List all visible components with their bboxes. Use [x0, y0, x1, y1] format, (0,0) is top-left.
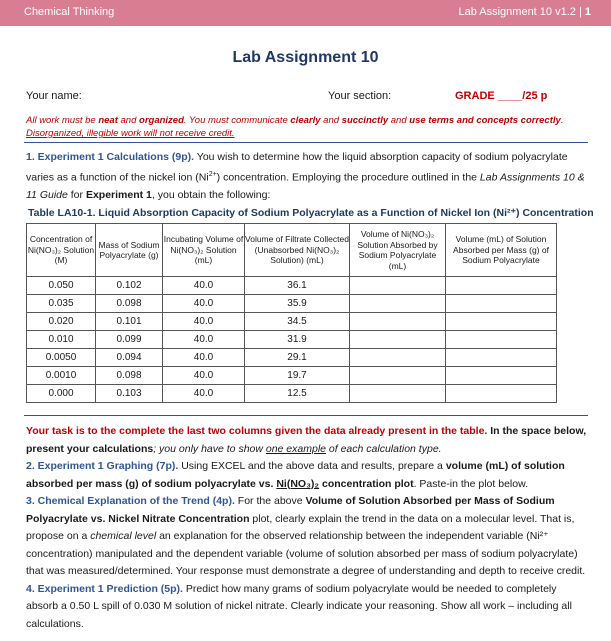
table-cell: 0.050	[27, 277, 96, 295]
answer-cell[interactable]	[350, 367, 446, 385]
table-cell: 0.102	[96, 277, 163, 295]
table-cell: 0.0050	[27, 349, 96, 367]
task-instructions: Your task is to the complete the last two columns given the data already present in the table. In the space below, present your calculations; you only have to show one example of each calculation type.	[26, 425, 587, 455]
answer-cell[interactable]	[446, 367, 557, 385]
table-cell: 0.000	[27, 385, 96, 403]
exp2-paragraph: 2. Experiment 1 Graphing (7p). Using EXCEL and the above data and results, prepare a volume (mL) of solution absorbed per mass (g) of sodium polyacrylate vs. Ni(NO₃)₂ concentration plot. Paste-in the plot below.	[26, 460, 565, 490]
table-cell: 0.099	[96, 331, 163, 349]
table-cell: 40.0	[163, 313, 245, 331]
assignment-version: Lab Assignment 10 v1.2	[458, 6, 576, 18]
page-header	[0, 0, 611, 26]
section-label: Your section:	[328, 90, 392, 102]
column-header: Concentration of Ni(NO₃)₂ Solution (M)	[27, 224, 96, 277]
table-caption: Table LA10-1. Liquid Absorption Capacity of Sodium Polyacrylate as a Function of Nickel Ion (Ni²⁺) Concentration	[28, 207, 594, 219]
table-cell: 36.1	[245, 277, 350, 295]
answer-cell[interactable]	[350, 277, 446, 295]
table-row	[27, 349, 557, 367]
table-cell: 0.103	[96, 385, 163, 403]
exp4-heading: 4. Experiment 1 Prediction (5p).	[26, 582, 183, 595]
answer-cell[interactable]	[350, 313, 446, 331]
table-row	[27, 295, 557, 313]
answer-cell[interactable]	[446, 385, 557, 403]
table-cell: 34.5	[245, 313, 350, 331]
header-separator: |	[578, 6, 582, 18]
column-header: Mass of Sodium Polyacrylate (g)	[96, 224, 163, 277]
table-row	[27, 277, 557, 295]
answer-cell[interactable]	[446, 313, 557, 331]
table-cell: 12.5	[245, 385, 350, 403]
data-table	[26, 223, 557, 403]
table-row	[27, 367, 557, 385]
table-cell: 0.101	[96, 313, 163, 331]
table-cell: 19.7	[245, 367, 350, 385]
column-header: Incubating Volume of Ni(NO₃)₂ Solution (mL)	[163, 224, 245, 277]
grade-blank: ____	[497, 90, 523, 102]
divider	[24, 142, 588, 143]
exp2-heading: 2. Experiment 1 Graphing (7p).	[26, 460, 179, 472]
questions	[26, 423, 588, 633]
header-right	[458, 6, 591, 18]
table-row	[27, 385, 557, 403]
table-cell: 29.1	[245, 349, 350, 367]
answer-cell[interactable]	[446, 349, 557, 367]
table-cell: 40.0	[163, 277, 245, 295]
table-cell: 40.0	[163, 295, 245, 313]
column-header: Volume (mL) of Solution Absorbed per Mass (g) of Sodium Polyacrylate	[446, 224, 557, 277]
exp4-paragraph: 4. Experiment 1 Prediction (5p). Predict how many grams of sodium polyacrylate would be needed to completely absorb a 0.50 L spill of 0.030 M solution of nickel nitrate. Clearly indicate your reasoning. Show all work – including all calculations.	[26, 582, 572, 630]
answer-cell[interactable]	[446, 295, 557, 313]
divider	[24, 415, 588, 416]
page-title: Lab Assignment 10	[232, 49, 379, 66]
answer-cell[interactable]	[350, 331, 446, 349]
table-cell: 0.010	[27, 331, 96, 349]
name-label: Your name:	[26, 90, 82, 102]
table-cell: 0.0010	[27, 367, 96, 385]
course-name: Chemical Thinking	[24, 6, 115, 18]
column-header: Volume of Ni(NO₃)₂ Solution Absorbed by Sodium Polyacrylate (mL)	[350, 224, 446, 277]
table-row	[27, 331, 557, 349]
table-cell: 40.0	[163, 385, 245, 403]
grade-field	[455, 90, 547, 102]
table-cell: 40.0	[163, 367, 245, 385]
table-cell: 40.0	[163, 349, 245, 367]
table-cell: 0.020	[27, 313, 96, 331]
exp3-paragraph: 3. Chemical Explanation of the Trend (4p). For the above Volume of Solution Absorbed per Mass of Sodium Polyacrylate vs. Nickel Nitrate Concentration plot, clearly explain the trend in the data on a molecular level. That is, propose on a chemical level an explanation for the observed relationship between the independent variable (Ni²⁺ concentration) manipulated and the dependent variable (volume of solution absorbed per mass of sodium polyacrylate) that was measured/determined. Your response must demonstrate a degree of understanding and depth to receive credit.	[26, 495, 586, 577]
grade-total: /25 p	[522, 90, 548, 102]
table-cell: 40.0	[163, 331, 245, 349]
column-header: Volume of Filtrate Collected (Unabsorbed Ni(NO₃)₂ Solution) (mL)	[245, 224, 350, 277]
answer-cell[interactable]	[350, 295, 446, 313]
exp1-paragraph: 1. Experiment 1 Calculations (9p). You wish to determine how the liquid absorption capacity of sodium polyacrylate varies as a function of the nickel ion $(Ni^{2+})$ concentration. Employing the procedure outlined in the Lab Assignments 10 & 11 Guide for Experiment 1, you obtain the following:	[26, 151, 585, 201]
table-cell: 0.098	[96, 295, 163, 313]
exp1-heading: 1. Experiment 1 Calculations (9p).	[26, 151, 195, 163]
table-cell: 31.9	[245, 331, 350, 349]
table-cell: 35.9	[245, 295, 350, 313]
answer-cell[interactable]	[350, 349, 446, 367]
answer-cell[interactable]	[446, 331, 557, 349]
table-cell: 0.098	[96, 367, 163, 385]
table-cell: 0.035	[27, 295, 96, 313]
work-instructions: All work must be neat and organized. You must communicate clearly and succinctly and use terms and concepts correctly. Disorganized, illegible work will not receive credit.	[26, 115, 564, 139]
grade-label: GRADE	[455, 90, 495, 102]
answer-cell[interactable]	[350, 385, 446, 403]
table-cell: 0.094	[96, 349, 163, 367]
answer-cell[interactable]	[446, 277, 557, 295]
table-row	[27, 313, 557, 331]
page-number: 1	[584, 6, 591, 18]
exp3-heading: 3. Chemical Explanation of the Trend (4p).	[26, 495, 235, 507]
